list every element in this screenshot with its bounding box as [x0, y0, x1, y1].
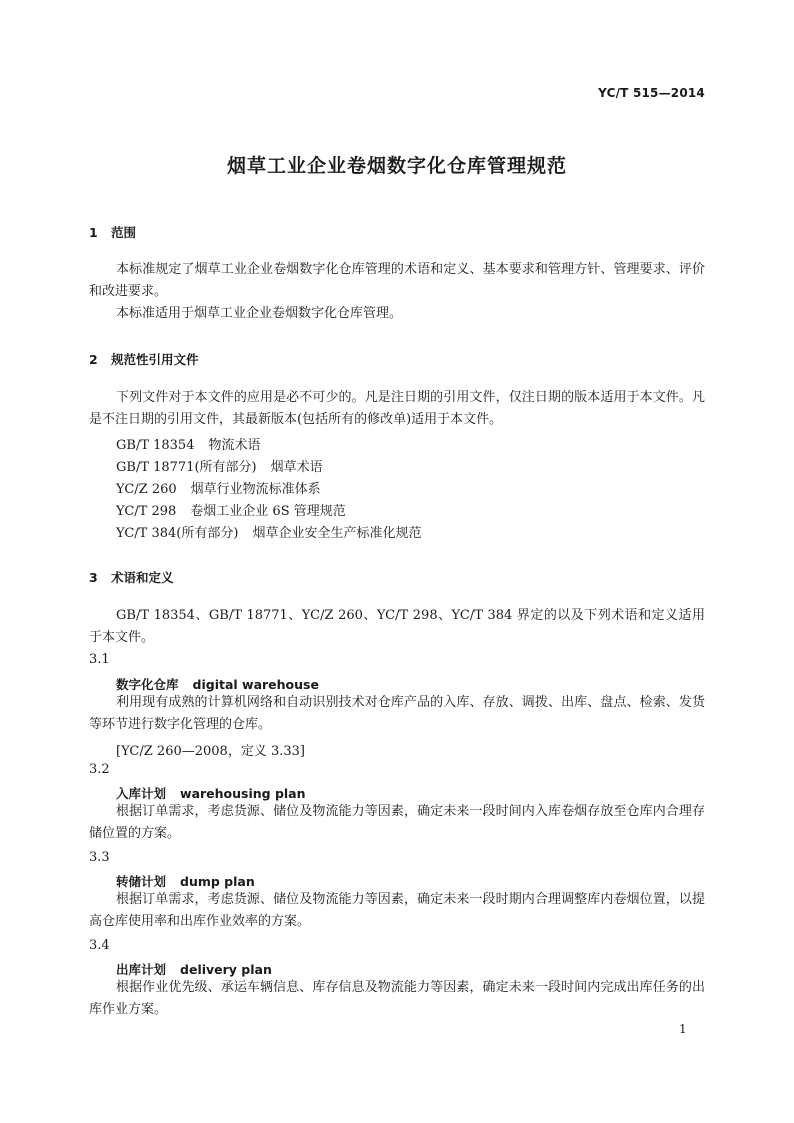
- term-definition: 根据订单需求，考虑货源、储位及物流能力等因素，确定未来一段时期内合理调整库内卷烟位置，以提高仓库使用率和出库作业效率的方案。: [89, 892, 705, 929]
- term-number: 3.1: [89, 652, 110, 667]
- reference-item: [89, 522, 732, 541]
- term-en: digital warehouse: [192, 677, 319, 692]
- reference-item: [89, 434, 732, 453]
- reference-code: YC/T 384(所有部分): [116, 526, 239, 541]
- section-2-heading: [89, 350, 705, 368]
- reference-title: 物流术语: [208, 438, 261, 453]
- term-zh: 数字化仓库: [116, 677, 179, 692]
- reference-code: YC/T 298: [116, 504, 177, 519]
- paragraph: GB/T 18354、GB/T 18771、YC/Z 260、YC/T 298、YC/T 384 界定的以及下列术语和定义适用于本文件。: [89, 608, 705, 645]
- term-source: [YC/Z 260—2008，定义 3.33]: [116, 744, 305, 759]
- term-en: warehousing plan: [180, 786, 306, 801]
- paragraph: 本标准规定了烟草工业企业卷烟数字化仓库管理的术语和定义、基本要求和管理方针、管理要求、评价和改进要求。: [89, 262, 705, 299]
- term-zh: 出库计划: [116, 962, 167, 977]
- reference-title: 烟草术语: [270, 460, 323, 475]
- reference-code: GB/T 18354: [116, 438, 195, 453]
- reference-item: [89, 500, 732, 519]
- reference-code: GB/T 18771(所有部分): [116, 460, 257, 475]
- term-heading: [89, 784, 732, 802]
- reference-title: 卷烟工业企业 6S 管理规范: [190, 504, 346, 519]
- term-number: 3.3: [89, 850, 110, 865]
- standard-code: YC/T 515—2014: [598, 86, 705, 100]
- paragraph: 本标准适用于烟草工业企业卷烟数字化仓库管理。: [116, 306, 403, 321]
- term-number: 3.2: [89, 762, 110, 777]
- section-number: 3: [89, 570, 98, 585]
- paragraph: 下列文件对于本文件的应用是必不可少的。凡是注日期的引用文件，仅注日期的版本适用于本文件。凡是不注日期的引用文件，其最新版本(包括所有的修改单)适用于本文件。: [89, 390, 705, 427]
- document-title: 烟草工业企业卷烟数字化仓库管理规范: [226, 155, 567, 177]
- term-en: dump plan: [180, 874, 255, 889]
- reference-title: 烟草行业物流标准体系: [190, 482, 321, 497]
- term-definition: 根据订单需求，考虑货源、储位及物流能力等因素，确定未来一段时间内入库卷烟存放至仓库内合理存储位置的方案。: [89, 804, 705, 841]
- reference-item: [89, 478, 732, 497]
- term-definition: 根据作业优先级、承运车辆信息、库存信息及物流能力等因素，确定未来一段时间内完成出库任务的出库作业方案。: [89, 980, 705, 1017]
- page-number: 1: [679, 1022, 687, 1036]
- reference-title: 烟草企业安全生产标准化规范: [252, 526, 422, 541]
- term-zh: 入库计划: [116, 786, 167, 801]
- term-zh: 转储计划: [116, 874, 167, 889]
- term-en: delivery plan: [180, 962, 272, 977]
- term-heading: [89, 675, 732, 693]
- term-heading: [89, 872, 732, 890]
- term-definition: 利用现有成熟的计算机网络和自动识别技术对仓库产品的入库、存放、调拨、出库、盘点、检索、发货等环节进行数字化管理的仓库。: [89, 695, 705, 732]
- section-title: 术语和定义: [111, 570, 174, 585]
- term-heading: [89, 960, 732, 978]
- section-3-heading: [89, 568, 705, 586]
- term-number: 3.4: [89, 938, 110, 953]
- reference-code: YC/Z 260: [116, 482, 177, 497]
- section-number: 2: [89, 352, 98, 367]
- section-title: 规范性引用文件: [111, 352, 199, 367]
- section-title: 范围: [111, 225, 137, 240]
- section-number: 1: [89, 225, 98, 240]
- reference-item: [89, 456, 732, 475]
- section-1-heading: [89, 223, 705, 241]
